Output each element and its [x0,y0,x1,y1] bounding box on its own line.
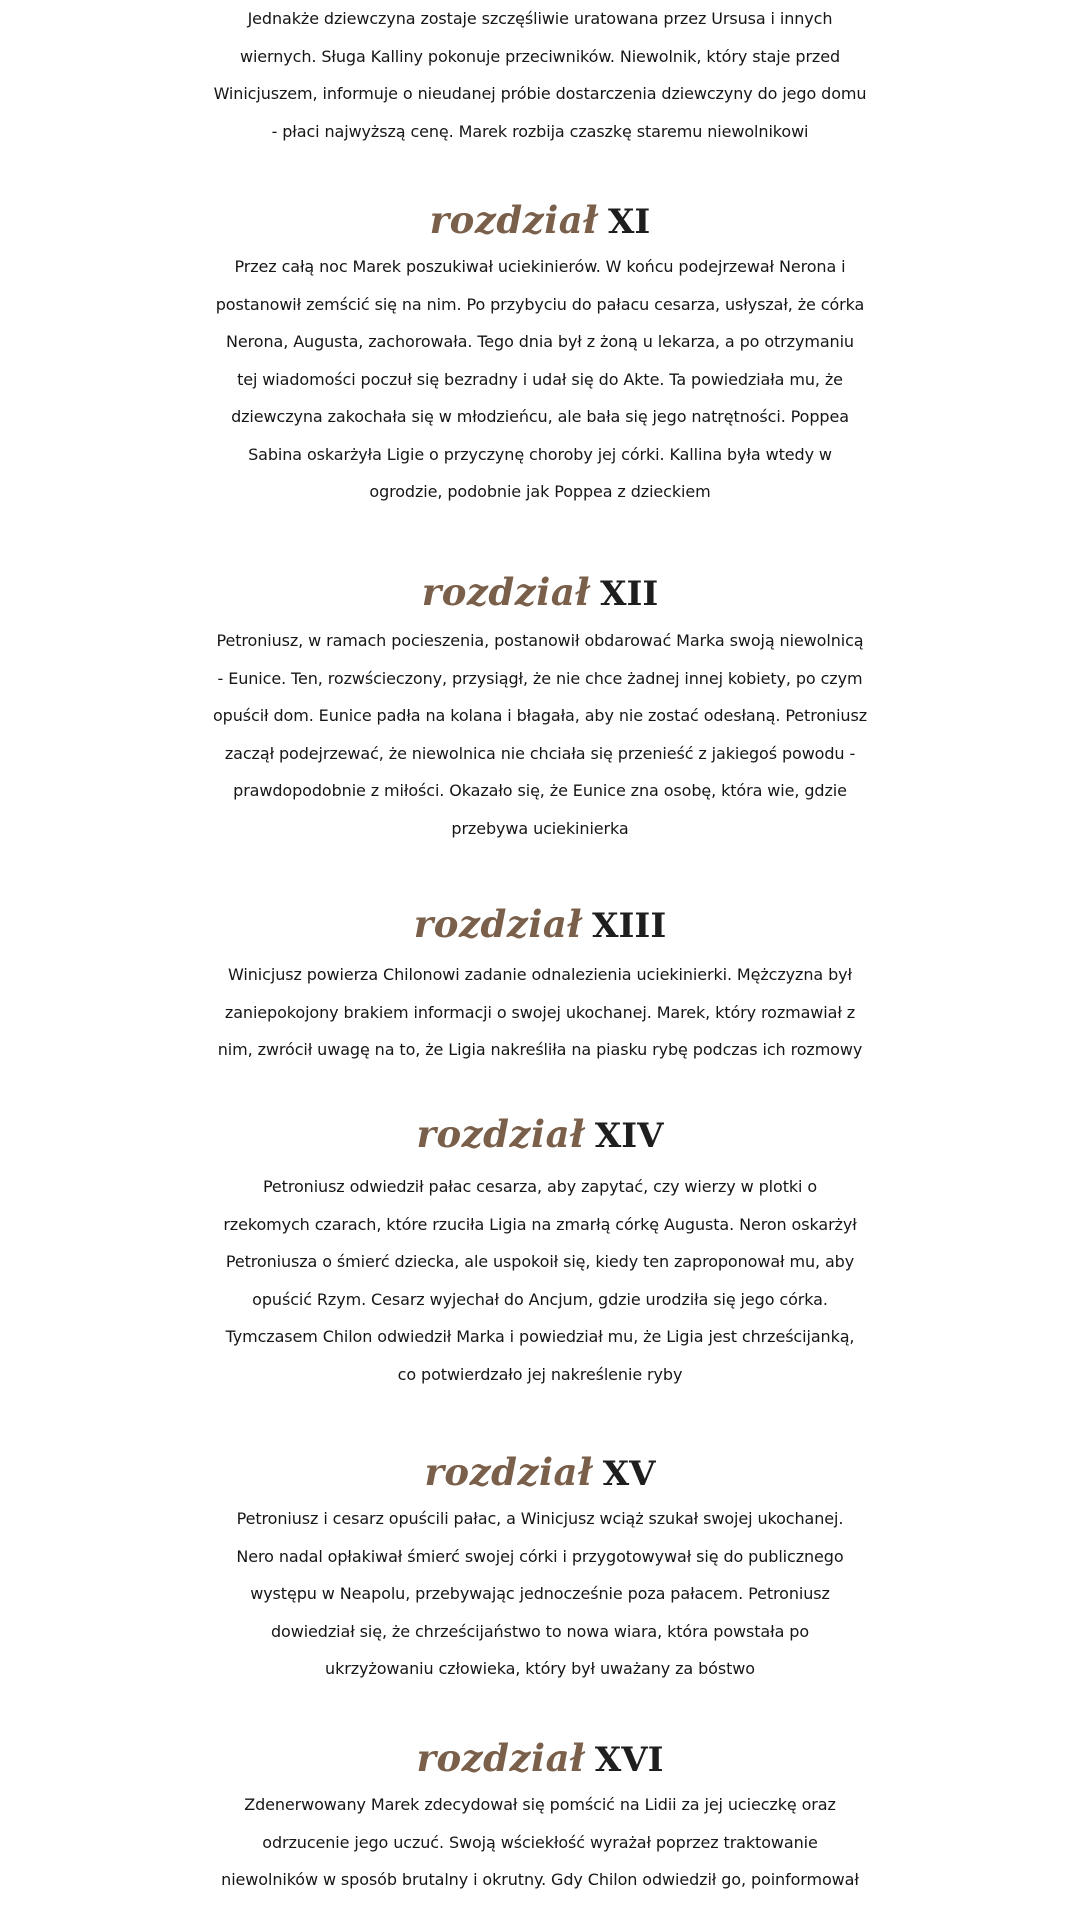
text-line: ukrzyżowaniu człowieka, który był uważany za bóstwo [325,1659,755,1678]
text-line: Jednakże dziewczyna zostaje szczęśliwie uratowana przez Ursusa i innych [247,9,833,28]
chapter-heading-word: rozdział [429,198,599,242]
text-line: odrzucenie jego uczuć. Swoją wściekłość wyrażał poprzez traktowanie [262,1832,818,1852]
chapter-number: XI [608,202,651,242]
text-line: zaczął podejrzewać, że niewolnica nie chciała się przenieść z jakiegoś powodu - [224,743,856,763]
chapter-heading-xv [0,1442,1080,1502]
text-line: wiernych. Sługa Kalliny pokonuje przeciwników. Niewolnik, który staje przed [239,46,841,66]
paragraph-chapter-xiii [10,956,1070,1069]
paragraph-chapter-xiv [10,1168,1070,1393]
text-line: Winicjuszem, informuje o nieudanej próbie dostarczenia dziewczyny do jego domu [213,84,867,103]
text-line: występu w Neapolu, przebywając jednocześnie poza pałacem. Petroniusz [250,1584,830,1603]
paragraph-chapter-xv [10,1500,1070,1688]
text-line: Nero nadal opłakiwał śmierć swojej córki i przygotowywał się do publicznego [236,1546,844,1566]
text-line: prawdopodobnie z miłości. Okazało się, że Eunice zna osobę, która wie, gdzie [233,781,847,800]
text-line: ogrodzie, podobnie jak Poppea z dzieckiem [369,482,711,501]
text-line: rzekomych czarach, które rzuciła Ligia na zmarłą córkę Augusta. Neron oskarżył [223,1214,857,1234]
chapter-heading-xiv [0,1104,1080,1164]
text-line: Winicjusz powierza Chilonowi zadanie odnalezienia uciekinierki. Mężczyzna był [228,965,852,984]
text-line: nim, zwrócił uwagę na to, że Ligia nakreśliła na piasku rybę podczas ich rozmowy [217,1040,863,1059]
text-line: - płaci najwyższą cenę. Marek rozbija czaszkę staremu niewolnikowi [271,121,809,141]
chapter-number: XIII [592,906,667,946]
chapter-number: XV [602,1454,656,1494]
text-line: dowiedział się, że chrześcijaństwo to nowa wiara, która powstała po [270,1621,810,1641]
chapter-heading-word: rozdział [416,1112,585,1156]
text-line: dziewczyna zakochała się w młodzieńcu, ale bała się jego natrętności. Poppea [231,407,849,426]
text-line: opuścić Rzym. Cesarz wyjechał do Ancjum, gdzie urodziła się jego córka. [252,1289,828,1309]
text-line: Petroniusz, w ramach pocieszenia, postanowił obdarować Marka swoją niewolnicą [216,631,864,650]
text-line: Nerona, Augusta, zachorowała. Tego dnia był z żoną u lekarza, a po otrzymaniu [226,332,854,351]
text-line: Petroniusz i cesarz opuścili pałac, a Winicjusz wciąż szukał swojej ukochanej. [236,1509,844,1528]
text-line: Tymczasem Chilon odwiedził Marka i powiedział mu, że Ligia jest chrześcijanką, [225,1327,855,1346]
text-line: Przez całą noc Marek poszukiwał uciekinierów. W końcu podejrzewał Nerona i [234,257,846,276]
chapter-heading-xii [0,562,1080,622]
text-line: tej wiadomości poczuł się bezradny i udał się do Akte. Ta powiedziała mu, że [237,369,843,389]
chapter-number: XII [600,574,659,614]
text-line: - Eunice. Ten, rozwścieczony, przysiągł, że nie chce żadnej innej kobiety, po czym [217,668,863,688]
text-line: Sabina oskarżyła Ligie o przyczynę choroby jej córki. Kallina była wtedy w [248,444,832,464]
text-line: opuścił dom. Eunice padła na kolana i błagała, aby nie zostać odesłaną. Petroniusz [212,706,868,725]
chapter-heading-word: rozdział [413,902,583,946]
text-line: Petroniusz odwiedził pałac cesarza, aby zapytać, czy wierzy w plotki o [262,1177,818,1196]
chapter-heading-xiii [0,894,1080,954]
chapter-number: XIV [594,1116,664,1156]
text-line: zaniepokojony brakiem informacji o swojej ukochanej. Marek, który rozmawiał z [224,1002,856,1022]
chapter-heading-xi [0,190,1080,250]
paragraph-chapter-xii [10,622,1070,847]
text-line: Petroniusza o śmierć dziecka, ale uspokoił się, kiedy ten zaproponował mu, aby [225,1252,855,1271]
chapter-heading-word: rozdział [421,570,591,614]
chapter-heading-xvi [0,1728,1080,1788]
text-line: niewolników w sposób brutalny i okrutny. Gdy Chilon odwiedził go, poinformował [221,1870,859,1889]
paragraph-chapter-xvi [10,1786,1070,1899]
chapter-heading-word: rozdział [416,1736,585,1780]
text-line: przebywa uciekinierka [451,818,629,838]
paragraph-intro [10,0,1070,150]
chapter-heading-word: rozdział [424,1450,593,1494]
chapter-number: XVI [594,1740,664,1780]
text-line: postanowił zemścić się na nim. Po przybyciu do pałacu cesarza, usłyszał, że córka [215,294,865,314]
text-line: Zdenerwowany Marek zdecydował się pomścić na Lidii za jej ucieczkę oraz [244,1795,836,1814]
text-line: co potwierdzało jej nakreślenie ryby [397,1364,683,1384]
paragraph-chapter-xi [10,248,1070,511]
